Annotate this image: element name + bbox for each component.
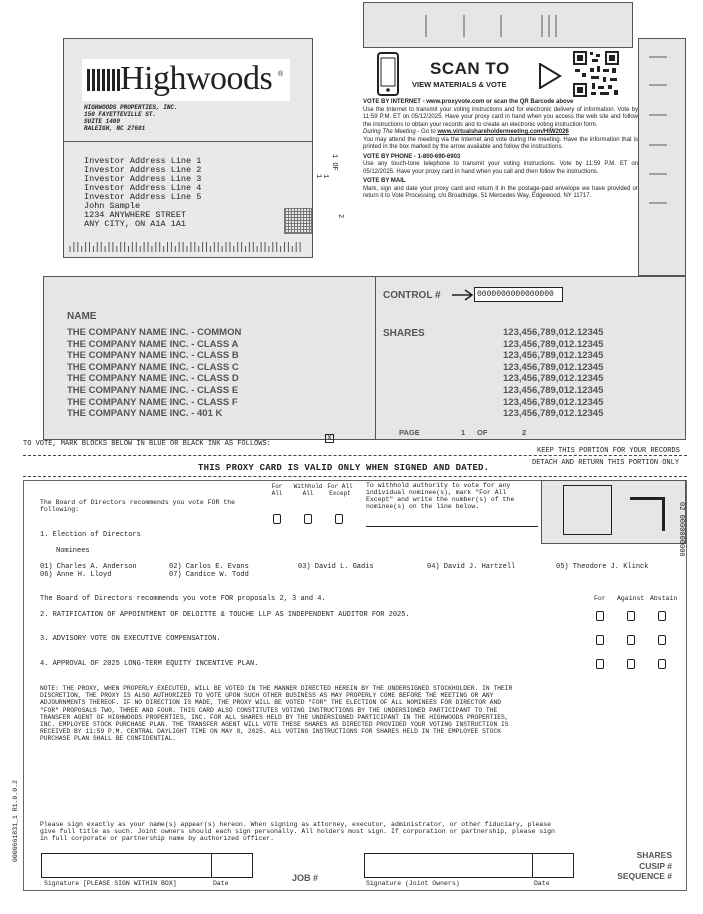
board-recommendation-2: The Board of Directors recommends you vote FOR proposals 2, 3 and 4.: [40, 595, 326, 603]
top-barcode-box: [363, 2, 633, 48]
page-label: PAGE: [399, 428, 420, 437]
company-logo: [82, 59, 290, 101]
proposal-3-options: [596, 635, 676, 647]
proposal-4-abstain[interactable]: [658, 659, 666, 669]
company-addr2: SUITE 1400: [84, 118, 121, 125]
address-barcode: [68, 241, 308, 253]
investor-line: Investor Address Line 5: [84, 192, 202, 202]
proposal-3-for[interactable]: [596, 635, 604, 645]
share-amount: 123,456,789,012.12345: [503, 384, 604, 396]
proposal-4-against[interactable]: [627, 659, 635, 669]
margin-marks: [639, 39, 687, 277]
withhold-all-checkbox[interactable]: [304, 514, 312, 524]
margin-box: [638, 38, 686, 276]
board-recommendation: The Board of Directors recommends you vote FOR the following:: [40, 499, 236, 513]
cut-line-1: [23, 455, 687, 456]
proposal-4-options: [596, 659, 676, 671]
nominee: 06) Anne H. Lloyd: [40, 571, 112, 579]
company-names: [67, 327, 241, 420]
investor-line: Investor Address Line 1: [84, 156, 202, 166]
datamatrix-code: [284, 208, 312, 234]
vote-mail-heading: VOTE BY MAIL: [363, 178, 406, 184]
joint-date-label: Date: [534, 880, 550, 887]
nominee-write-line[interactable]: [366, 526, 538, 527]
proposal-2-against[interactable]: [627, 611, 635, 621]
holding-name: THE COMPANY NAME INC. - CLASS C: [67, 361, 239, 373]
col-for: For: [594, 595, 606, 602]
nominee: 03) David L. Gadis: [298, 563, 374, 571]
page-marks: [314, 150, 360, 230]
share-amount: 123,456,789,012.12345: [503, 373, 604, 385]
right-code: 02 0000000000: [677, 502, 685, 557]
sign-instructions: Please sign exactly as your name(s) appear(s) hereon. When signing as attorney, executor, administrator, or other fiduciary, please give full title as such. Joint owners should each sign personally. All holders must sign. If corporation or partnership, please sign in full corporate or partnership name by authorized officer.: [40, 821, 555, 843]
company-address: [84, 104, 178, 132]
postnet-barcode: [364, 3, 634, 49]
name-label: NAME: [67, 311, 97, 322]
vote-phone-heading: VOTE BY PHONE - 1-800-690-6903: [363, 153, 461, 160]
proxy-note: NOTE: THE PROXY, WHEN PROPERLY EXECUTED, WILL BE VOTED IN THE MANNER DIRECTED HEREIN BY THE UNDERSIGNED STOCKHOLDER. IN THEIR DISCRETION, THE PROXY IS ALSO AUTHORIZED TO VOTE UPON SUCH OTHER BUSINESS AS MAY PROPERLY COME BEFORE THE MEETING OR ANY ADJOURNMENTS THEREOF. IF NO DIRECTION IS MADE, THE PROXY WILL BE VOTED "FOR" THE ELECTION OF ALL NOMINEES FOR DIRECTOR AND "FOR" PROPOSALS TWO, THREE AND FOUR. THIS CARD ALSO CONSTITUTES VOTING INSTRUCTIONS BY THE UNDERSIGNED PARTICIPANT TO THE TRANSFER AGENT OF HIGHWOODS PROPERTIES, INC. FOR ALL SHARES HELD BY THE UNDERSIGNED PARTICIPANT IN THE HIGHWOODS PROPERTIES, INC. EMPLOYEE STOCK PURCHASE PLAN. THE TRANSFER AGENT WILL VOTE THESE SHARES AS DIRECTED PROVIDED YOUR VOTING INSTRUCTION IS RECEIVED BY 11:59 P.M. CENTRAL DAYLIGHT TIME ON MAY 8, 2025. ALL VOTING INSTRUCTIONS FOR SHARES HELD IN THE EMPLOYEE STOCK PURCHASE PLAN SHALL BE CONFIDENTIAL.: [40, 685, 513, 743]
highwoods-logo-mark: [86, 67, 122, 93]
page-mark-c: 1: [314, 174, 322, 179]
shares-footer-label: SHARES: [636, 850, 672, 860]
investor-line: Investor Address Line 4: [84, 183, 202, 193]
side-code: 0000661831_1 R1.0.0.2: [12, 780, 19, 862]
company-name: HIGHWOODS PROPERTIES, INC.: [84, 104, 178, 111]
page-indicator: [399, 428, 539, 437]
holding-name: THE COMPANY NAME INC. - CLASS B: [67, 350, 239, 362]
vote-internet-text: Use the Internet to transmit your voting instructions and for electronic delivery of information. Vote by 11:59 P.M. ET on 05/12/2025. Have your proxy card in hand when you access the web site and follow the instructions to obtain your records and to create an electronic voting instruction form.: [363, 106, 638, 128]
col-against: Against: [617, 595, 645, 602]
valid-notice: THIS PROXY CARD IS VALID ONLY WHEN SIGNED AND DATED.: [198, 463, 490, 473]
registered-mark: ®: [278, 71, 284, 78]
nominee: 07) Candice W. Todd: [169, 571, 249, 579]
joint-date-divider: [532, 853, 533, 878]
page-number: 1: [461, 428, 466, 437]
holding-name: THE COMPANY NAME INC. - CLASS A: [67, 338, 239, 350]
holding-name: THE COMPANY NAME INC. - 401 K: [67, 408, 223, 420]
proposal-2-for[interactable]: [596, 611, 604, 621]
company-addr1: 150 FAYETTEVILLE ST.: [84, 111, 157, 118]
signature-box[interactable]: [41, 853, 253, 878]
nominee: 01) Charles A. Anderson: [40, 563, 137, 571]
proposal-2-abstain[interactable]: [658, 611, 666, 621]
page-mark-b: 1: [321, 174, 329, 179]
col-withhold-all: Withhold All: [293, 483, 323, 497]
nominee: 02) Carlos E. Evans: [169, 563, 249, 571]
meeting-go: - Go to: [415, 129, 438, 135]
detach-portion: DETACH AND RETURN THIS PORTION ONLY: [532, 459, 680, 467]
vote-mail-text: Mark, sign and date your proxy card and return it in the postage-paid envelope we have provided or return it to Vote Processing, c/o Broadridge, 51 Mercedes Way, Edgewood, NY 11717.: [363, 185, 638, 199]
meeting-url-link[interactable]: www.virtualshareholdermeeting.com/HIW2026: [437, 129, 569, 135]
investor-line: John Sample: [84, 201, 141, 211]
share-amount: 123,456,789,012.12345: [503, 396, 604, 408]
control-label: CONTROL #: [383, 290, 441, 301]
scan-box-inner: [563, 485, 612, 535]
investor-address: [84, 157, 201, 229]
proposal-3: 3. ADVISORY VOTE ON EXECUTIVE COMPENSATION.: [40, 635, 221, 643]
col-for-all: For All: [271, 483, 283, 497]
shares-label: SHARES: [383, 328, 425, 339]
nominees-label: Nominees: [56, 547, 90, 555]
control-number: 0000000000000000: [474, 287, 563, 302]
signature-date-divider: [211, 853, 212, 878]
holding-name: THE COMPANY NAME INC. - CLASS D: [67, 373, 239, 385]
election-item: 1. Election of Directors: [40, 531, 141, 539]
meeting-text: You may attend the meeting via the Internet and vote during the meeting. Have the information that is printed in the box marked by the arrow available and follow the instructions.: [363, 136, 638, 150]
investor-line: 1234 ANYWHERE STREET: [84, 210, 187, 220]
mark-sample-box: X: [325, 434, 334, 443]
qr-code-icon: [572, 50, 620, 98]
holding-name: THE COMPANY NAME INC. - CLASS E: [67, 384, 239, 396]
cut-line-2: [23, 476, 687, 477]
share-amount: 123,456,789,012.12345: [503, 408, 604, 420]
share-amount: 123,456,789,012.12345: [503, 338, 604, 350]
share-amounts: [503, 327, 603, 420]
proposal-2-options: [596, 611, 676, 623]
holdings-divider: [375, 276, 376, 440]
proposal-3-abstain[interactable]: [658, 635, 666, 645]
joint-signature-label: Signature (Joint Owners): [366, 880, 460, 887]
for-all-checkbox[interactable]: [273, 514, 281, 524]
col-for-all-except: For All Except: [327, 483, 353, 497]
for-all-except-checkbox[interactable]: [335, 514, 343, 524]
signature-label: Signature [PLEASE SIGN WITHIN BOX]: [44, 880, 177, 887]
page-mark-d: 2: [336, 214, 344, 219]
share-amount: 123,456,789,012.12345: [503, 350, 604, 362]
investor-line: ANY CITY, ON A1A 1A1: [84, 219, 187, 229]
holding-name: THE COMPANY NAME INC. - CLASS F: [67, 396, 238, 408]
proposal-4: 4. APPROVAL OF 2025 LONG-TERM EQUITY INCENTIVE PLAN.: [40, 660, 259, 668]
share-amount: 123,456,789,012.12345: [503, 361, 604, 373]
phone-icon: [376, 52, 400, 96]
holding-name: THE COMPANY NAME INC. - COMMON: [67, 327, 242, 338]
page-mark-a: 1 OF: [330, 154, 338, 171]
share-amount: 123,456,789,012.12345: [503, 327, 604, 338]
arrow-icon: [538, 63, 562, 89]
proposal-4-for[interactable]: [596, 659, 604, 669]
investor-line: Investor Address Line 3: [84, 174, 202, 184]
meeting-lead: During The Meeting: [363, 129, 416, 135]
page-total: 2: [522, 428, 527, 437]
company-addr3: RALEIGH, NC 27601: [84, 125, 146, 132]
corner-mark: [630, 497, 665, 531]
mark-instruction: TO VOTE, MARK BLOCKS BELOW IN BLUE OR BLACK INK AS FOLLOWS:: [23, 440, 271, 448]
job-label: JOB #: [292, 873, 319, 883]
col-abstain: Abstain: [650, 595, 678, 602]
scan-subtitle: VIEW MATERIALS & VOTE: [412, 80, 507, 89]
voting-instructions: [363, 99, 638, 201]
vote-internet-heading: VOTE BY INTERNET - www.proxyvote.com or scan the QR Barcode above: [363, 99, 574, 105]
date-label: Date: [213, 880, 229, 887]
vote-phone-text: Use any touch-tone telephone to transmit your voting instructions. Vote by 11:59 P.M. ET on 05/12/2025. Have your proxy card in hand when you call and then follow the instructions.: [363, 161, 638, 175]
keep-portion: KEEP THIS PORTION FOR YOUR RECORDS: [537, 447, 680, 455]
shares-cusip-sequence: [600, 850, 672, 882]
joint-signature-box[interactable]: [364, 853, 574, 878]
proposal-3-against[interactable]: [627, 635, 635, 645]
investor-line: Investor Address Line 2: [84, 165, 202, 175]
control-arrow-icon: [451, 289, 475, 301]
withhold-note: To withhold authority to vote for any individual nominee(s), mark "For All Except" and write the number(s) of the nominee(s) on the line below.: [366, 482, 515, 510]
nominee: 04) David J. Hartzell: [427, 563, 516, 571]
page-of: OF: [477, 428, 488, 437]
nominee: 05) Theodore J. Klinck: [556, 563, 649, 571]
sequence-label: SEQUENCE #: [617, 871, 672, 881]
logo-text: Highwoods: [120, 60, 273, 97]
proposal-2: 2. RATIFICATION OF APPOINTMENT OF DELOITTE & TOUCHE LLP AS INDEPENDENT AUDITOR FOR 2025.: [40, 611, 410, 619]
scan-title: SCAN TO: [430, 59, 510, 78]
cusip-label: CUSIP #: [639, 860, 672, 871]
scan-banner: [370, 50, 630, 98]
